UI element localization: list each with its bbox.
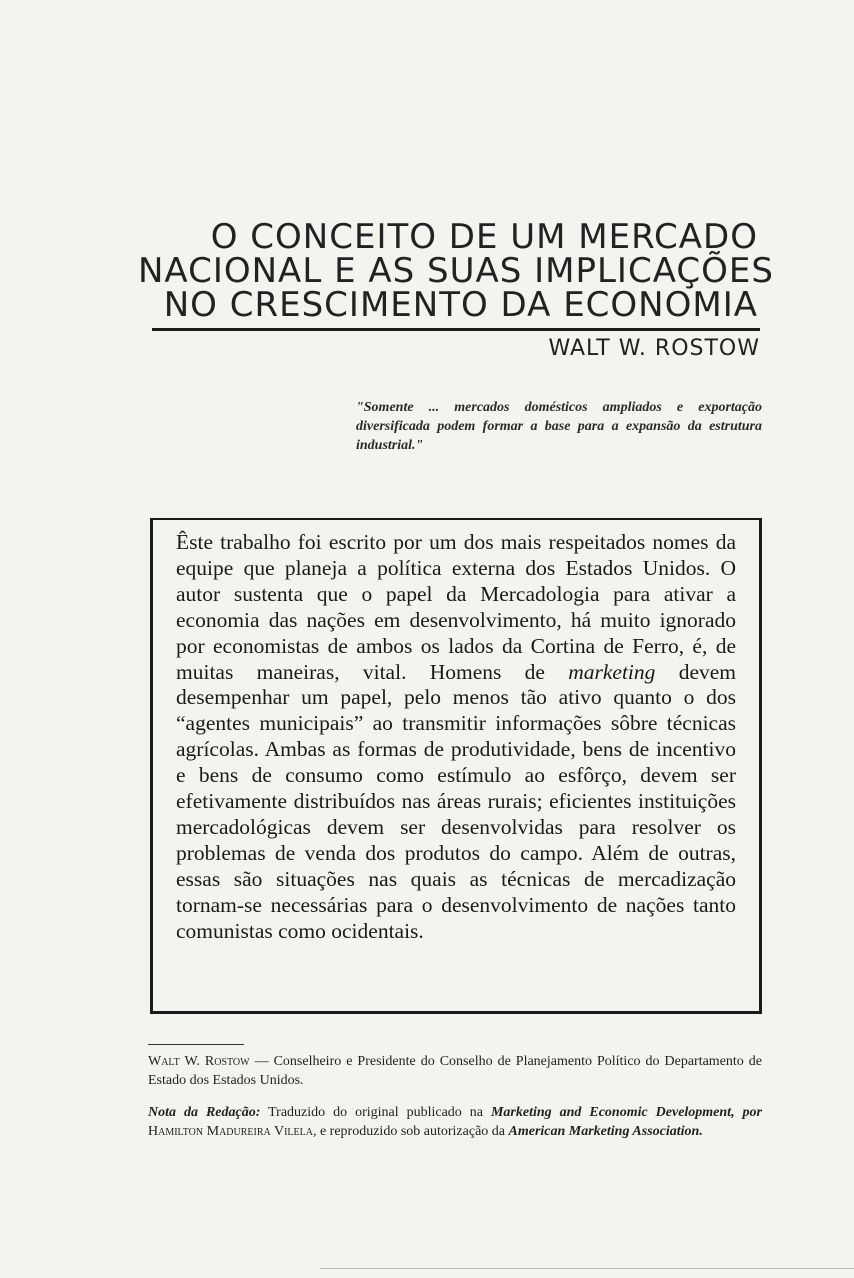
editor-note-label: Nota da Redação: bbox=[148, 1105, 261, 1120]
author-name: WALT W. ROSTOW bbox=[548, 336, 760, 361]
abstract-text-part1: Êste trabalho foi escrito por um dos mais respeitados nomes da equipe que planeja a política externa dos Estados Unidos. O autor sustenta que o papel da Mercadologia para ativar a economia das nações em desenvolvimento, há muito ignorado por economistas de ambos os lados da Cortina de Ferro, é, de muitas maneiras, vital. Homens de bbox=[176, 530, 736, 684]
editor-note-text2: e reproduzido sob autorização da bbox=[319, 1124, 505, 1139]
abstract-text-part2: devem desempenhar um papel, pelo menos tão ativo quanto o dos “agentes municipais” ao transmitir informações sôbre técnicas agrícolas. Ambas as formas de produtividade, bens de incentivo e bens de consumo como estímulo ao esfôrço, devem ser efetivamente distribuídos nas áreas rurais; eficientes instituições mercadológicas devem ser desenvolvidas para resolver os problemas de venda dos produtos do campo. Além de outras, essas são situações nas quais as técnicas de mercadização tornam-se necessárias para o desenvolvimento de nações tanto comunistas como ocidentais. bbox=[176, 659, 737, 943]
editor-note-text1: Traduzido do original publicado na bbox=[268, 1105, 483, 1120]
page-bottom-line bbox=[320, 1268, 854, 1269]
epigraph-quote: "Somente ... mercados domésticos ampliados e exportação diversificada podem formar a base para a expansão da estrutura industrial." bbox=[356, 400, 762, 453]
footnote-divider bbox=[148, 1044, 244, 1045]
editor-footnote bbox=[148, 1103, 762, 1141]
footnote-author-text: — Conselheiro e Presidente do Conselho de Planejamento Político do Departamento de Estado dos Estados Unidos. bbox=[148, 1054, 763, 1088]
author-footnote bbox=[148, 1052, 762, 1090]
title-divider bbox=[152, 328, 760, 331]
article-title bbox=[138, 217, 774, 325]
editor-note-source: Marketing and Economic Development, por bbox=[490, 1105, 762, 1120]
title-line-1: O CONCEITO DE UM MERCADO bbox=[210, 217, 758, 257]
editor-note-translator: Hamilton Madureira Vilela, bbox=[148, 1124, 317, 1139]
title-line-3: NO CRESCIMENTO DA ECONOMIA bbox=[163, 285, 758, 325]
editor-note-association: American Marketing Association. bbox=[508, 1124, 703, 1139]
title-line-2: NACIONAL E AS SUAS IMPLICAÇÕES bbox=[138, 251, 774, 291]
abstract-emphasis: marketing bbox=[568, 659, 656, 684]
abstract-paragraph bbox=[176, 530, 736, 945]
footnote-author-name: Walt W. Rostow bbox=[148, 1054, 250, 1069]
